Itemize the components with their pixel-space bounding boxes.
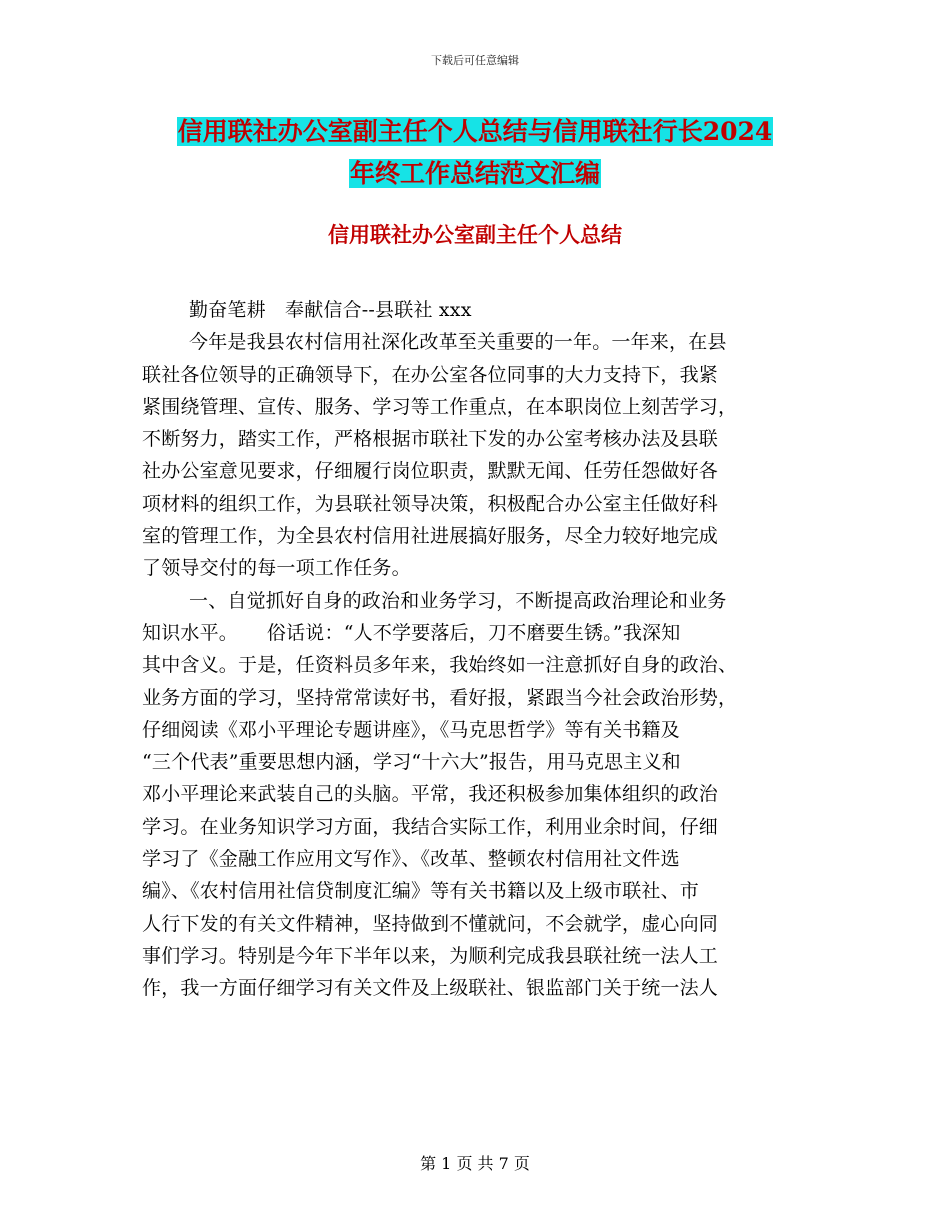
paragraph-line: 今年是我县农村信用社深化改革至关重要的一年。一年来，在县 <box>189 331 727 354</box>
paragraph-line: 项材料的组织工作，为县联社领导决策，积极配合办公室主任做好科 <box>142 492 719 515</box>
paragraph-line: 邓小平理论来武装自己的头脑。平常，我还积极参加集体组织的政治 <box>142 783 719 806</box>
header-note: 下载后可任意编辑 <box>431 54 519 67</box>
paragraph-line: 仔细阅读《邓小平理论专题讲座》，《马克思哲学》等有关书籍及 <box>142 718 680 741</box>
paragraph-line: 社办公室意见要求，仔细履行岗位职责，默默无闻、任劳任怨做好各 <box>142 460 719 483</box>
paragraph-line: 联社各位领导的正确领导下，在办公室各位同事的大力支持下，我紧 <box>142 363 719 386</box>
paragraph-line: “三个代表”重要思想内涵，学习“十六大”报告，用马克思主义和 <box>142 751 681 774</box>
body-text <box>142 294 802 1005</box>
paragraph-line: 编》、《农村信用社信贷制度汇编》等有关书籍以及上级市联社、市 <box>142 880 700 903</box>
document-title-text-1: 信用联社办公室副主任个人总结与信用联社行长2024 <box>177 117 773 146</box>
paragraph-line: 紧围绕管理、宣传、服务、学习等工作重点，在本职岗位上刻苦学习， <box>142 395 738 418</box>
document-title-text-2: 年终工作总结范文汇编 <box>349 159 600 188</box>
section-title: 信用联社办公室副主任个人总结 <box>328 222 622 247</box>
paragraph-line: 人行下发的有关文件精神，坚持做到不懂就问，不会就学，虚心向同 <box>142 912 719 935</box>
paragraph-line: 其中含义。于是，任资料员多年来，我始终如一注意抓好自身的政治、 <box>142 654 738 677</box>
page-number-footer: 第 1 页 共 7 页 <box>420 1154 530 1173</box>
paragraph-line: 学习了《金融工作应用文写作》、《改革、整顿农村信用社文件选 <box>142 848 680 871</box>
paragraph-line: 事们学习。特别是今年下半年以来，为顺利完成我县联社统一法人工 <box>142 944 719 967</box>
paragraph-line: 一、自觉抓好自身的政治和业务学习，不断提高政治理论和业务 <box>189 589 727 612</box>
paragraph-line: 业务方面的学习，坚持常常读好书，看好报，紧跟当今社会政治形势， <box>142 686 738 709</box>
paragraph-line: 不断努力，踏实工作，严格根据市联社下发的办公室考核办法及县联 <box>142 428 719 451</box>
paragraph-line: 了领导交付的每一项工作任务。 <box>142 557 411 580</box>
paragraph-line: 知识水平。 俗话说：“人不学要落后，刀不磨要生锈。”我深知 <box>142 621 681 644</box>
paragraph-line: 室的管理工作，为全县农村信用社进展搞好服务，尽全力较好地完成 <box>142 525 719 548</box>
document-title-line-1 <box>0 114 950 150</box>
paragraph-line: 作，我一方面仔细学习有关文件及上级联社、银监部门关于统一法人 <box>142 977 719 1000</box>
document-title-line-2 <box>0 156 950 192</box>
paragraph-line: 学习。在业务知识学习方面，我结合实际工作，利用业余时间，仔细 <box>142 815 719 838</box>
byline: 勤奋笔耕 奉献信合--县联社 xxx <box>189 299 472 321</box>
